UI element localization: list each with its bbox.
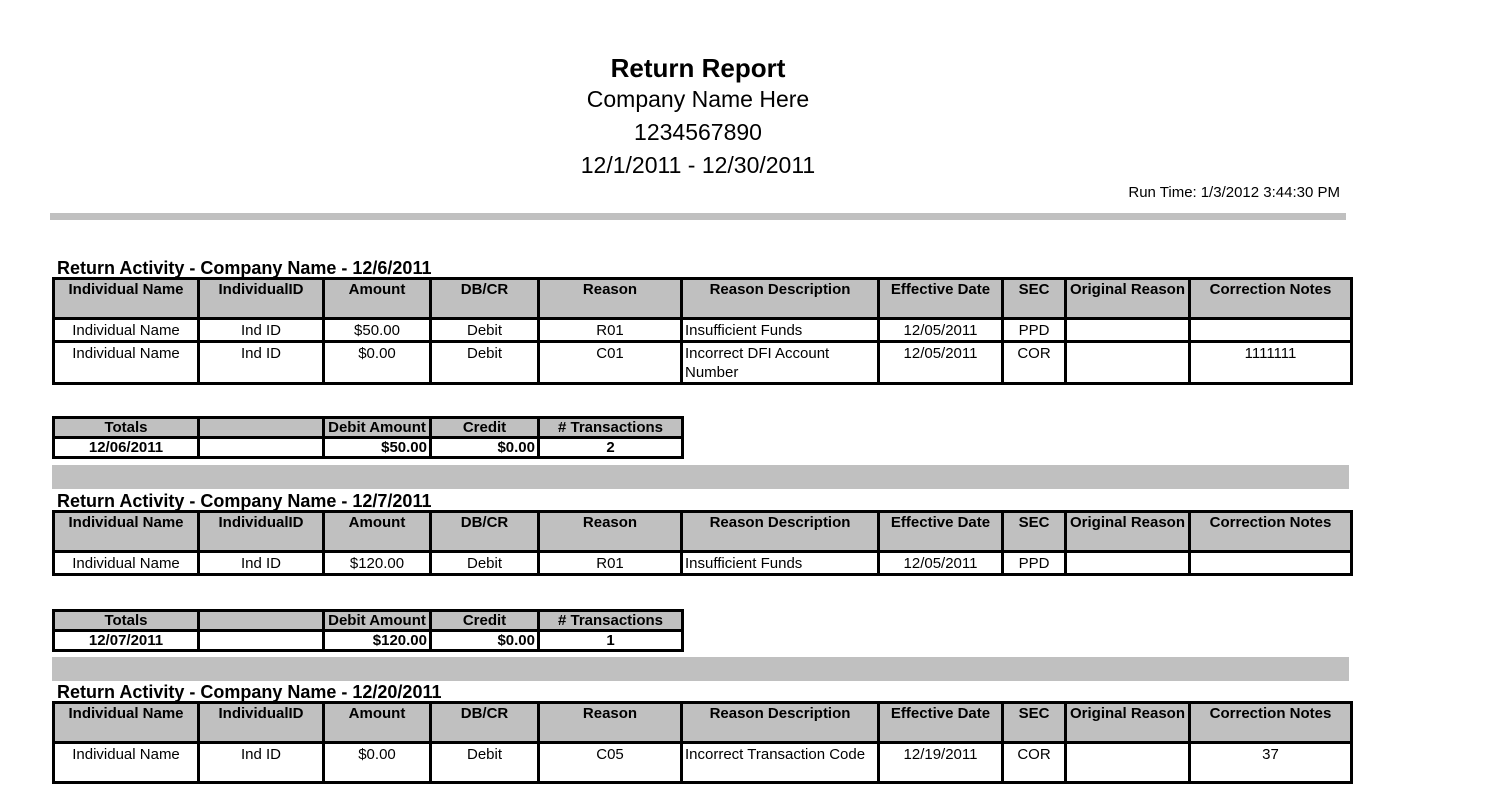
table-cell: PPD (1003, 552, 1066, 575)
section-title: Return Activity - Company Name - 12/20/2011 (57, 682, 442, 702)
table-cell (1066, 319, 1190, 342)
totals-header (199, 611, 324, 631)
table-cell: R01 (539, 319, 682, 342)
table-row (54, 319, 1352, 342)
col-header: Original Reason (1066, 279, 1190, 319)
totals-header: # Transactions (539, 418, 683, 438)
totals-transactions: 1 (539, 631, 683, 651)
totals-credit: $0.00 (431, 631, 539, 651)
totals-header: Credit (431, 611, 539, 631)
col-header: Reason (539, 279, 682, 319)
table-cell: 12/05/2011 (879, 342, 1003, 384)
totals-table (52, 609, 684, 652)
col-header: Amount (324, 512, 431, 552)
totals-debit: $50.00 (324, 438, 431, 458)
date-range: 12/1/2011 - 12/30/2011 (580, 152, 816, 178)
totals-blank (199, 631, 324, 651)
col-header: DB/CR (431, 703, 539, 743)
col-header: Original Reason (1066, 703, 1190, 743)
table-row (54, 342, 1352, 384)
table-cell: Individual Name (54, 743, 199, 783)
section-divider (52, 657, 1349, 681)
col-header: IndividualID (199, 703, 324, 743)
totals-date: 12/06/2011 (54, 438, 199, 458)
section-divider (52, 465, 1349, 489)
col-header: Reason Description (682, 703, 879, 743)
col-header: Correction Notes (1190, 279, 1352, 319)
col-header: Correction Notes (1190, 703, 1352, 743)
totals-header: Debit Amount (324, 611, 431, 631)
totals-header: Totals (54, 611, 199, 631)
table-cell: COR (1003, 743, 1066, 783)
table-header-row (54, 703, 1352, 743)
table-cell: Individual Name (54, 342, 199, 384)
table-cell: PPD (1003, 319, 1066, 342)
table-cell: Debit (431, 319, 539, 342)
company-name: Company Name Here (586, 86, 810, 112)
totals-header: Credit (431, 418, 539, 438)
activity-table (52, 277, 1353, 385)
totals-header-row (54, 611, 683, 631)
table-header-row (54, 279, 1352, 319)
table-cell (1066, 552, 1190, 575)
table-cell: Incorrect Transaction Code (682, 743, 879, 783)
table-cell: 12/05/2011 (879, 552, 1003, 575)
table-cell: Debit (431, 552, 539, 575)
table-cell: Debit (431, 342, 539, 384)
table-cell: C05 (539, 743, 682, 783)
totals-header (199, 418, 324, 438)
totals-credit: $0.00 (431, 438, 539, 458)
col-header: Reason (539, 512, 682, 552)
totals-row (54, 438, 683, 458)
table-cell: Individual Name (54, 552, 199, 575)
table-cell: Individual Name (54, 319, 199, 342)
totals-debit: $120.00 (324, 631, 431, 651)
run-time (1124, 184, 1340, 201)
table-cell: 37 (1190, 743, 1352, 783)
col-header: SEC (1003, 512, 1066, 552)
col-header: Effective Date (879, 279, 1003, 319)
totals-table (52, 416, 684, 459)
totals-header: Totals (54, 418, 199, 438)
account-number: 1234567890 (634, 119, 762, 145)
table-row (54, 552, 1352, 575)
col-header: IndividualID (199, 512, 324, 552)
header-divider (50, 213, 1346, 220)
activity-table (52, 701, 1353, 784)
table-cell: COR (1003, 342, 1066, 384)
table-cell: Debit (431, 743, 539, 783)
table-header-row (54, 512, 1352, 552)
col-header: Original Reason (1066, 512, 1190, 552)
table-cell (1066, 342, 1190, 384)
col-header: Reason Description (682, 512, 879, 552)
table-cell: $50.00 (324, 319, 431, 342)
col-header: IndividualID (199, 279, 324, 319)
col-header: Individual Name (54, 512, 199, 552)
col-header: Amount (324, 703, 431, 743)
table-cell (1190, 552, 1352, 575)
run-time-value: 1/3/2012 3:44:30 PM (1200, 184, 1340, 201)
col-header: DB/CR (431, 279, 539, 319)
col-header: Effective Date (879, 512, 1003, 552)
totals-row (54, 631, 683, 651)
col-header: Reason Description (682, 279, 879, 319)
col-header: Individual Name (54, 703, 199, 743)
table-cell: Incorrect DFI Account Number (682, 342, 879, 384)
totals-blank (199, 438, 324, 458)
col-header: Amount (324, 279, 431, 319)
section-title: Return Activity - Company Name - 12/7/2011 (57, 491, 432, 511)
table-cell: 12/05/2011 (879, 319, 1003, 342)
table-cell (1066, 743, 1190, 783)
col-header: SEC (1003, 279, 1066, 319)
table-cell: $0.00 (324, 342, 431, 384)
totals-transactions: 2 (539, 438, 683, 458)
totals-header: Debit Amount (324, 418, 431, 438)
totals-header: # Transactions (539, 611, 683, 631)
table-cell: Insufficient Funds (682, 552, 879, 575)
table-cell: Ind ID (199, 552, 324, 575)
table-cell: $0.00 (324, 743, 431, 783)
table-cell: Ind ID (199, 342, 324, 384)
totals-date: 12/07/2011 (54, 631, 199, 651)
table-cell: 12/19/2011 (879, 743, 1003, 783)
col-header: SEC (1003, 703, 1066, 743)
report-title: Return Report (610, 53, 786, 83)
table-cell (1190, 319, 1352, 342)
table-cell: R01 (539, 552, 682, 575)
col-header: Effective Date (879, 703, 1003, 743)
col-header: Correction Notes (1190, 512, 1352, 552)
table-cell: $120.00 (324, 552, 431, 575)
run-time-label: Run Time: (1128, 184, 1197, 201)
section-title: Return Activity - Company Name - 12/6/2011 (57, 258, 432, 278)
table-cell: C01 (539, 342, 682, 384)
col-header: DB/CR (431, 512, 539, 552)
table-row (54, 743, 1352, 783)
table-cell: Ind ID (199, 743, 324, 783)
col-header: Reason (539, 703, 682, 743)
activity-table (52, 510, 1353, 576)
totals-header-row (54, 418, 683, 438)
table-cell: 1111111 (1190, 342, 1352, 384)
col-header: Individual Name (54, 279, 199, 319)
table-cell: Ind ID (199, 319, 324, 342)
table-cell: Insufficient Funds (682, 319, 879, 342)
